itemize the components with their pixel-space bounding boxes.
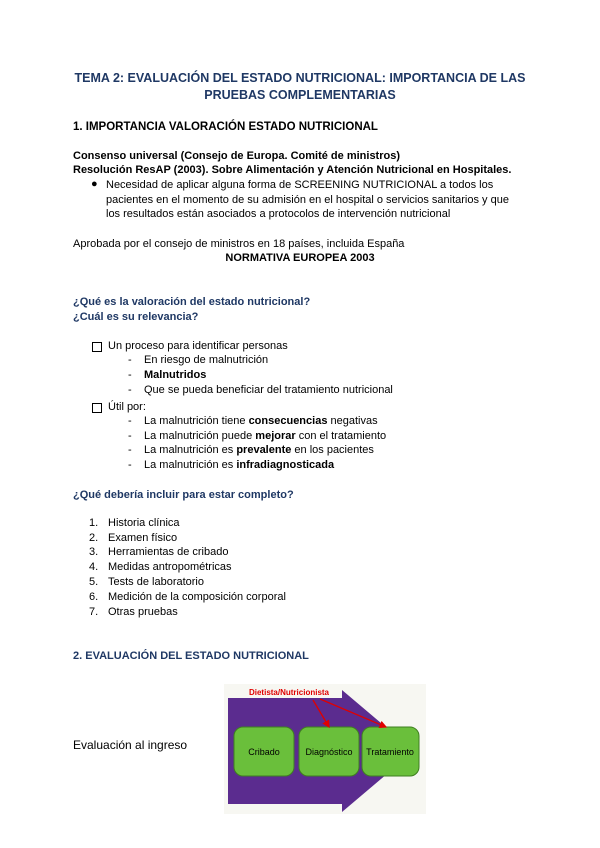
question-2: ¿Qué debería incluir para estar completo? (73, 489, 294, 501)
dash-bullet: - (128, 369, 132, 381)
util-item: La malnutrición tiene consecuencias negativas (144, 415, 378, 427)
proceso-item: Que se pueda beneficiar del tratamiento nutricional (144, 384, 393, 396)
dash-bullet: - (128, 415, 132, 427)
list-item: Otras pruebas (108, 606, 178, 618)
list-number: 4. (89, 561, 99, 573)
list-item: Medidas antropométricas (108, 561, 232, 573)
list-item: Herramientas de cribado (108, 546, 229, 558)
list-number: 2. (89, 532, 99, 544)
bullet-line: los resultados están asociados a protocolos de intervención nutricional (106, 208, 451, 220)
consenso-line: Consenso universal (Consejo de Europa. Comité de ministros) (73, 150, 401, 162)
box-label-cribado: Cribado (248, 747, 280, 757)
resolucion-line: Resolución ResAP (2003). Sobre Alimentación y Atención Nutricional en Hospitales. (73, 164, 512, 176)
list-number: 6. (89, 591, 99, 603)
dash-bullet: - (128, 354, 132, 366)
title-line-1: TEMA 2: EVALUACIÓN DEL ESTADO NUTRICIONAL: IMPORTANCIA DE LAS (74, 71, 526, 85)
util-item: La malnutrición puede mejorar con el tratamiento (144, 430, 387, 442)
list-number: 1. (89, 517, 99, 529)
bullet-line: pacientes en el momento de su admisión en el hospital o servicios sanitarios y que (106, 193, 509, 206)
dash-bullet: - (128, 444, 132, 456)
list-item: Tests de laboratorio (108, 576, 204, 588)
proceso-item: En riesgo de malnutrición (144, 354, 269, 366)
dash-bullet: - (128, 459, 132, 471)
dash-bullet: - (128, 430, 132, 442)
title-line-2: PRUEBAS COMPLEMENTARIAS (204, 88, 396, 102)
box-label-diagnostico: Diagnóstico (305, 747, 353, 757)
evaluacion-ingreso-label: Evaluación al ingreso (73, 738, 188, 752)
aprobada-line: Aprobada por el consejo de ministros en 18 países, incluida España (73, 238, 405, 250)
normativa-line: NORMATIVA EUROPEA 2003 (225, 252, 375, 264)
list-number: 5. (89, 576, 99, 588)
proceso-item: Malnutridos (144, 369, 207, 381)
list-number: 7. (89, 606, 99, 618)
list-item: Examen físico (108, 532, 178, 544)
box-label-tratamiento: Tratamiento (366, 747, 414, 757)
dash-bullet: - (128, 384, 132, 396)
list-item: Historia clínica (108, 517, 180, 529)
proceso-line: Un proceso para identificar personas (108, 340, 288, 352)
section-1-heading: 1. IMPORTANCIA VALORACIÓN ESTADO NUTRICIONAL (73, 121, 378, 133)
bullet-line: Necesidad de aplicar alguna forma de SCREENING NUTRICIONAL a todos los (106, 179, 494, 191)
util-line: Útil por: (108, 401, 146, 413)
util-item: La malnutrición es prevalente en los pacientes (144, 444, 374, 456)
list-number: 3. (89, 546, 99, 558)
util-item: La malnutrición es infradiagnosticada (144, 459, 335, 471)
question-1-line-1: ¿Qué es la valoración del estado nutricional? (73, 296, 311, 308)
dietista-note: Dietista/Nutricionista (248, 688, 330, 697)
bullet-dot: ● (91, 178, 98, 190)
list-item: Medición de la composición corporal (108, 591, 286, 603)
section-2-heading: 2. EVALUACIÓN DEL ESTADO NUTRICIONAL (73, 650, 309, 662)
question-1-line-2: ¿Cuál es su relevancia? (73, 311, 199, 323)
